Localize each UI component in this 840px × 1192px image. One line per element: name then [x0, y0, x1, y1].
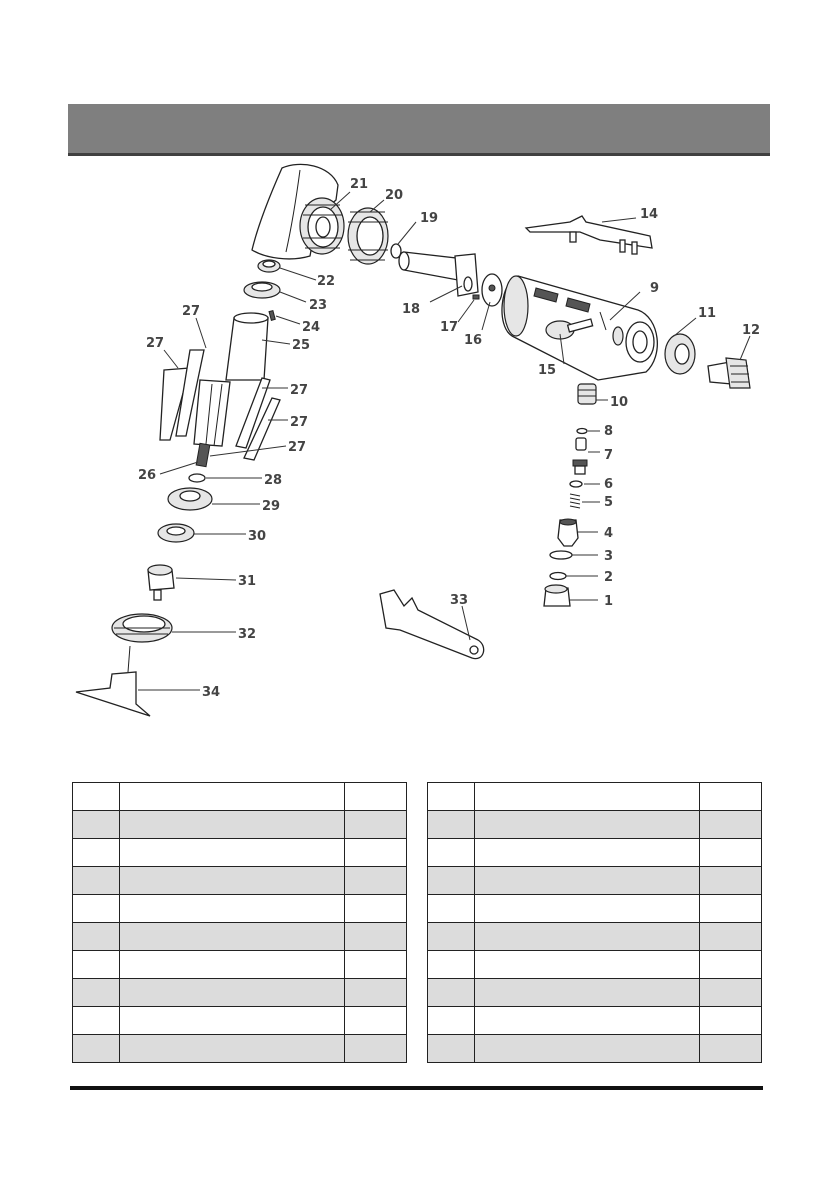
table-row [73, 951, 407, 979]
callout-8: 8 [604, 424, 614, 439]
cell-description [120, 867, 345, 895]
table-row [428, 923, 762, 951]
cell-qty [700, 895, 762, 923]
parts-list-table-right [427, 782, 762, 1063]
cell-description [120, 895, 345, 923]
table-row [73, 923, 407, 951]
cell-description [475, 895, 700, 923]
cell-no [73, 867, 120, 895]
callout-24: 24 [302, 320, 321, 335]
callout-27-c: 27 [290, 383, 309, 398]
callout-16: 16 [464, 333, 483, 348]
cell-qty [700, 811, 762, 839]
table-row [428, 839, 762, 867]
callout-22: 22 [317, 274, 336, 289]
cell-description [120, 979, 345, 1007]
cell-no [73, 923, 120, 951]
part-shaft [399, 252, 478, 296]
cell-description [475, 923, 700, 951]
callout-10: 10 [610, 395, 629, 410]
cell-qty [345, 1007, 407, 1035]
cell-description [475, 1007, 700, 1035]
cell-qty [700, 951, 762, 979]
table-row [73, 979, 407, 1007]
cell-no [428, 979, 475, 1007]
callout-4: 4 [604, 526, 614, 541]
table-row [428, 951, 762, 979]
callout-21: 21 [350, 177, 369, 192]
callout-31: 31 [238, 574, 257, 589]
cell-no [428, 1035, 475, 1063]
cell-no [428, 1007, 475, 1035]
callout-23: 23 [309, 298, 328, 313]
cell-description [120, 783, 345, 811]
part-end-plate [482, 274, 502, 306]
cell-no [73, 951, 120, 979]
table-row [428, 811, 762, 839]
cell-qty [700, 979, 762, 1007]
cell-description [475, 951, 700, 979]
cell-description [120, 951, 345, 979]
callout-6: 6 [604, 477, 614, 492]
callout-27-d: 27 [290, 415, 309, 430]
cell-no [73, 979, 120, 1007]
callout-30: 30 [248, 529, 267, 544]
table-row [428, 867, 762, 895]
cell-description [475, 811, 700, 839]
cell-no [428, 923, 475, 951]
table-row [73, 895, 407, 923]
cell-description [120, 1007, 345, 1035]
parts-list-table-left [72, 782, 407, 1063]
cell-qty [700, 1035, 762, 1063]
table-row [73, 811, 407, 839]
callout-5: 5 [604, 495, 614, 510]
callout-26: 26 [138, 468, 157, 483]
cell-description [475, 839, 700, 867]
part-motor-housing [502, 276, 660, 380]
part-air-inlet [708, 358, 750, 388]
callout-20: 20 [385, 188, 404, 203]
table-row [73, 839, 407, 867]
cell-no [73, 839, 120, 867]
callout-32: 32 [238, 627, 257, 642]
callout-7: 7 [604, 448, 614, 463]
callout-9: 9 [650, 281, 660, 296]
callout-12: 12 [742, 323, 761, 338]
cell-qty [345, 783, 407, 811]
cell-description [120, 1035, 345, 1063]
callout-11: 11 [698, 306, 717, 321]
part-pin [473, 295, 479, 299]
table-row [428, 1007, 762, 1035]
cell-description [120, 839, 345, 867]
callout-15: 15 [538, 363, 557, 378]
cell-qty [345, 923, 407, 951]
callout-25: 25 [292, 338, 311, 353]
callout-27-b: 27 [146, 336, 165, 351]
callout-27-e: 27 [288, 440, 307, 455]
callout-28: 28 [264, 473, 283, 488]
part-washer [665, 334, 695, 374]
cell-no [428, 783, 475, 811]
callout-3: 3 [604, 549, 614, 564]
cell-qty [345, 951, 407, 979]
part-spanner-wrench [380, 590, 484, 659]
part-trigger-lever [526, 216, 652, 254]
part-valve-stack [544, 384, 596, 606]
cell-no [73, 811, 120, 839]
table-row [428, 783, 762, 811]
cell-qty [700, 839, 762, 867]
table-row [73, 1035, 407, 1063]
cell-no [428, 811, 475, 839]
callout-17: 17 [440, 320, 459, 335]
footer-rule [70, 1086, 763, 1090]
cell-qty [700, 1007, 762, 1035]
callout-27-a: 27 [182, 304, 201, 319]
cell-qty [345, 1035, 407, 1063]
callout-18: 18 [402, 302, 421, 317]
callout-14: 14 [640, 207, 659, 222]
cell-no [73, 783, 120, 811]
part-rotor-stack [76, 260, 283, 716]
table-row [428, 1035, 762, 1063]
cell-qty [345, 979, 407, 1007]
cell-qty [700, 783, 762, 811]
cell-description [120, 811, 345, 839]
table-row [73, 867, 407, 895]
callout-34: 34 [202, 685, 221, 700]
cell-description [475, 867, 700, 895]
angle-head-housing [252, 164, 344, 259]
callout-1: 1 [604, 594, 614, 609]
cell-qty [345, 839, 407, 867]
callout-19: 19 [420, 211, 439, 226]
cell-no [428, 867, 475, 895]
cell-qty [700, 923, 762, 951]
cell-no [73, 1035, 120, 1063]
table-row [73, 1007, 407, 1035]
table-row [428, 895, 762, 923]
cell-qty [700, 867, 762, 895]
cell-qty [345, 895, 407, 923]
cell-qty [345, 811, 407, 839]
table-row [428, 979, 762, 1007]
cell-no [428, 895, 475, 923]
cell-description [120, 923, 345, 951]
cell-no [73, 1007, 120, 1035]
cell-description [475, 1035, 700, 1063]
cell-no [428, 839, 475, 867]
part-nut [348, 208, 388, 264]
table-row [73, 783, 407, 811]
callout-33: 33 [450, 593, 469, 608]
cell-no [428, 951, 475, 979]
cell-no [73, 895, 120, 923]
cell-description [475, 783, 700, 811]
cell-description [475, 979, 700, 1007]
cell-qty [345, 867, 407, 895]
callout-2: 2 [604, 570, 614, 585]
callout-29: 29 [262, 499, 281, 514]
